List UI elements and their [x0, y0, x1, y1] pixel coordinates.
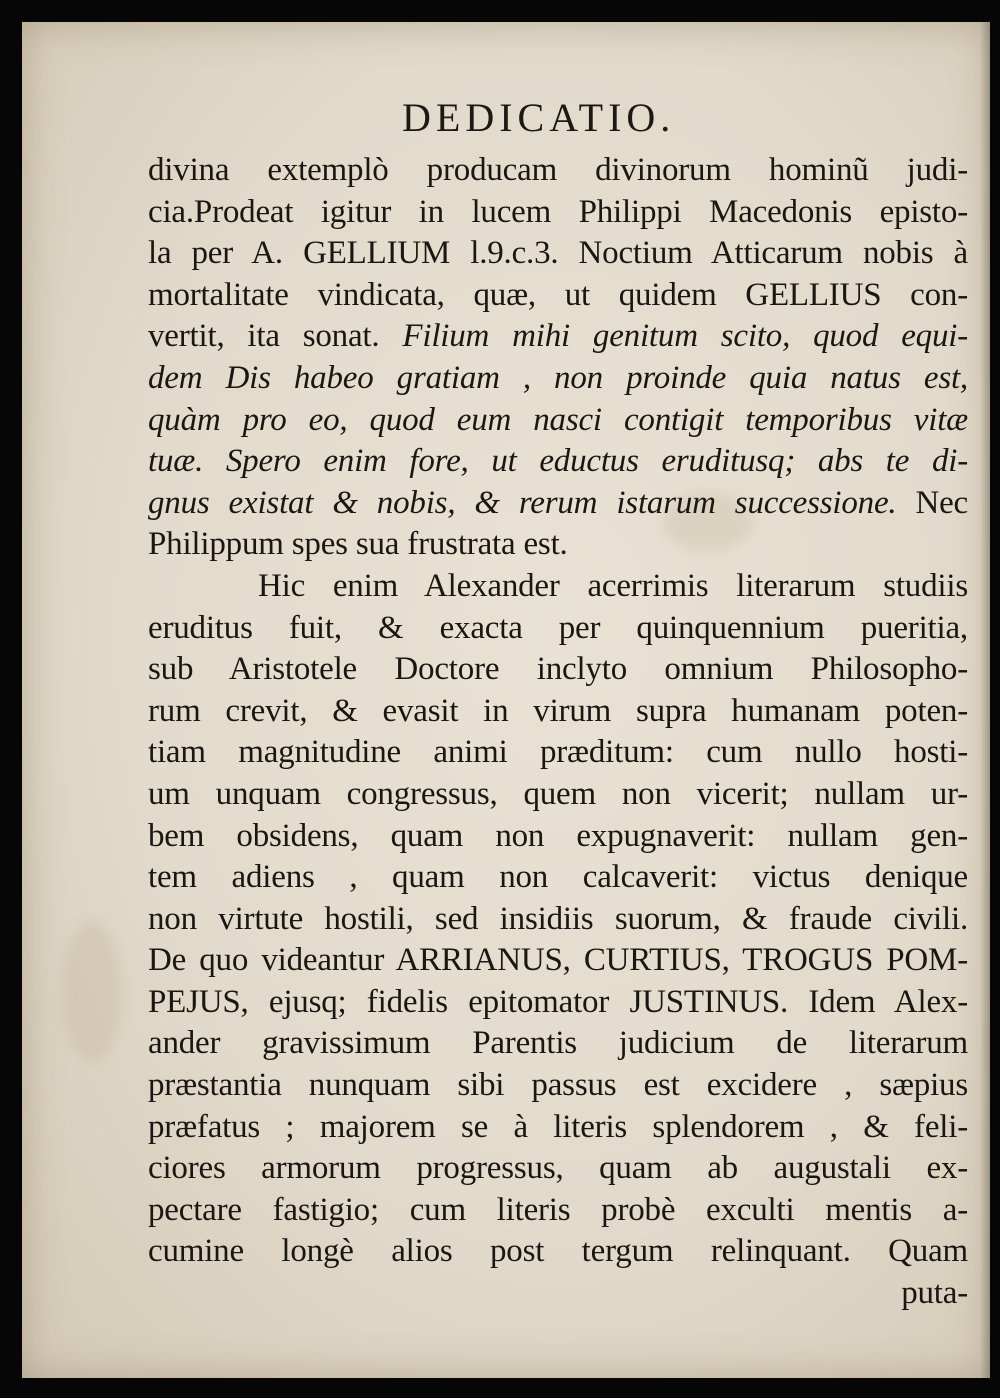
text-line [148, 316, 968, 358]
text-line: divina extemplò producam divinorum hominũ judi- [148, 152, 968, 188]
text-line: eruditus fuit, & exacta per quinquennium pueritia, [148, 609, 968, 646]
text-line: Philippum spes sua frustrata est. [148, 526, 568, 563]
text-line: rum crevit, & evasit in virum supra humanam poten- [148, 692, 968, 729]
text-line: quàm pro eo, quod eum nasci contigit temporibus vitæ [148, 401, 968, 438]
running-head: DEDICATIO. [402, 95, 676, 140]
page-edge [980, 22, 990, 1378]
roman-run: vertit, ita sonat. [148, 318, 403, 355]
text-line: præfatus ; majorem se à literis splendorem , & feli- [148, 1108, 968, 1145]
italic-run: gnus existat & nobis, & rerum istarum successione. [148, 484, 897, 521]
text-line: la per A. GELLIUM l.9.c.3. Noctium Atticarum nobis à [148, 235, 968, 272]
text-line: pectare fastigio; cum literis probè exculti mentis a- [148, 1191, 968, 1228]
text-line: sub Aristotele Doctore inclyto omnium Philosopho- [148, 651, 968, 688]
text-line: tuæ. Spero enim fore, ut eductus eruditusq; abs te di- [148, 443, 968, 480]
text-line: De quo videantur ARRIANUS, CURTIUS, TROGUS POM- [148, 942, 968, 979]
text-line: tiam magnitudine animi præditum: cum nullo hosti- [148, 734, 968, 771]
text-line: Hic enim Alexander acerrimis literarum studiis [258, 567, 968, 604]
text-line: mortalitate vindicata, quæ, ut quidem GELLIUS con- [148, 276, 968, 313]
roman-run: Nec [896, 484, 968, 521]
text-line: um unquam congressus, quem non vicerit; nullam ur- [148, 775, 968, 812]
text-line: cia.Prodeat igitur in lucem Philippi Macedonis episto- [148, 193, 968, 230]
text-line [148, 483, 968, 525]
paper-stain [62, 922, 122, 1062]
book-page [22, 22, 990, 1378]
text-line: ander gravissimum Parentis judicium de literarum [148, 1025, 968, 1062]
text-line: præstantia nunquam sibi passus est excidere , sæpius [148, 1067, 968, 1104]
text-line: bem obsidens, quam non expugnaverit: nullam gen- [148, 817, 968, 854]
text-line: non virtute hostili, sed insidiis suorum, & fraude civili. [148, 900, 968, 937]
italic-run: Filium mihi genitum scito, quod equi- [402, 318, 969, 355]
text-line: dem Dis habeo gratiam , non proinde quia natus est, [148, 359, 968, 396]
text-line: cumine longè alios post tergum relinquant. Quam [148, 1233, 968, 1270]
text-line: ciores armorum progressus, quam ab augustali ex- [148, 1150, 968, 1187]
text-line: tem adiens , quam non calcaverit: victus denique [148, 859, 968, 896]
body-text [148, 150, 968, 1315]
text-line: PEJUS, ejusq; fidelis epitomator JUSTINUS. Idem Alex- [148, 983, 968, 1020]
catchword: puta- [901, 1275, 968, 1312]
